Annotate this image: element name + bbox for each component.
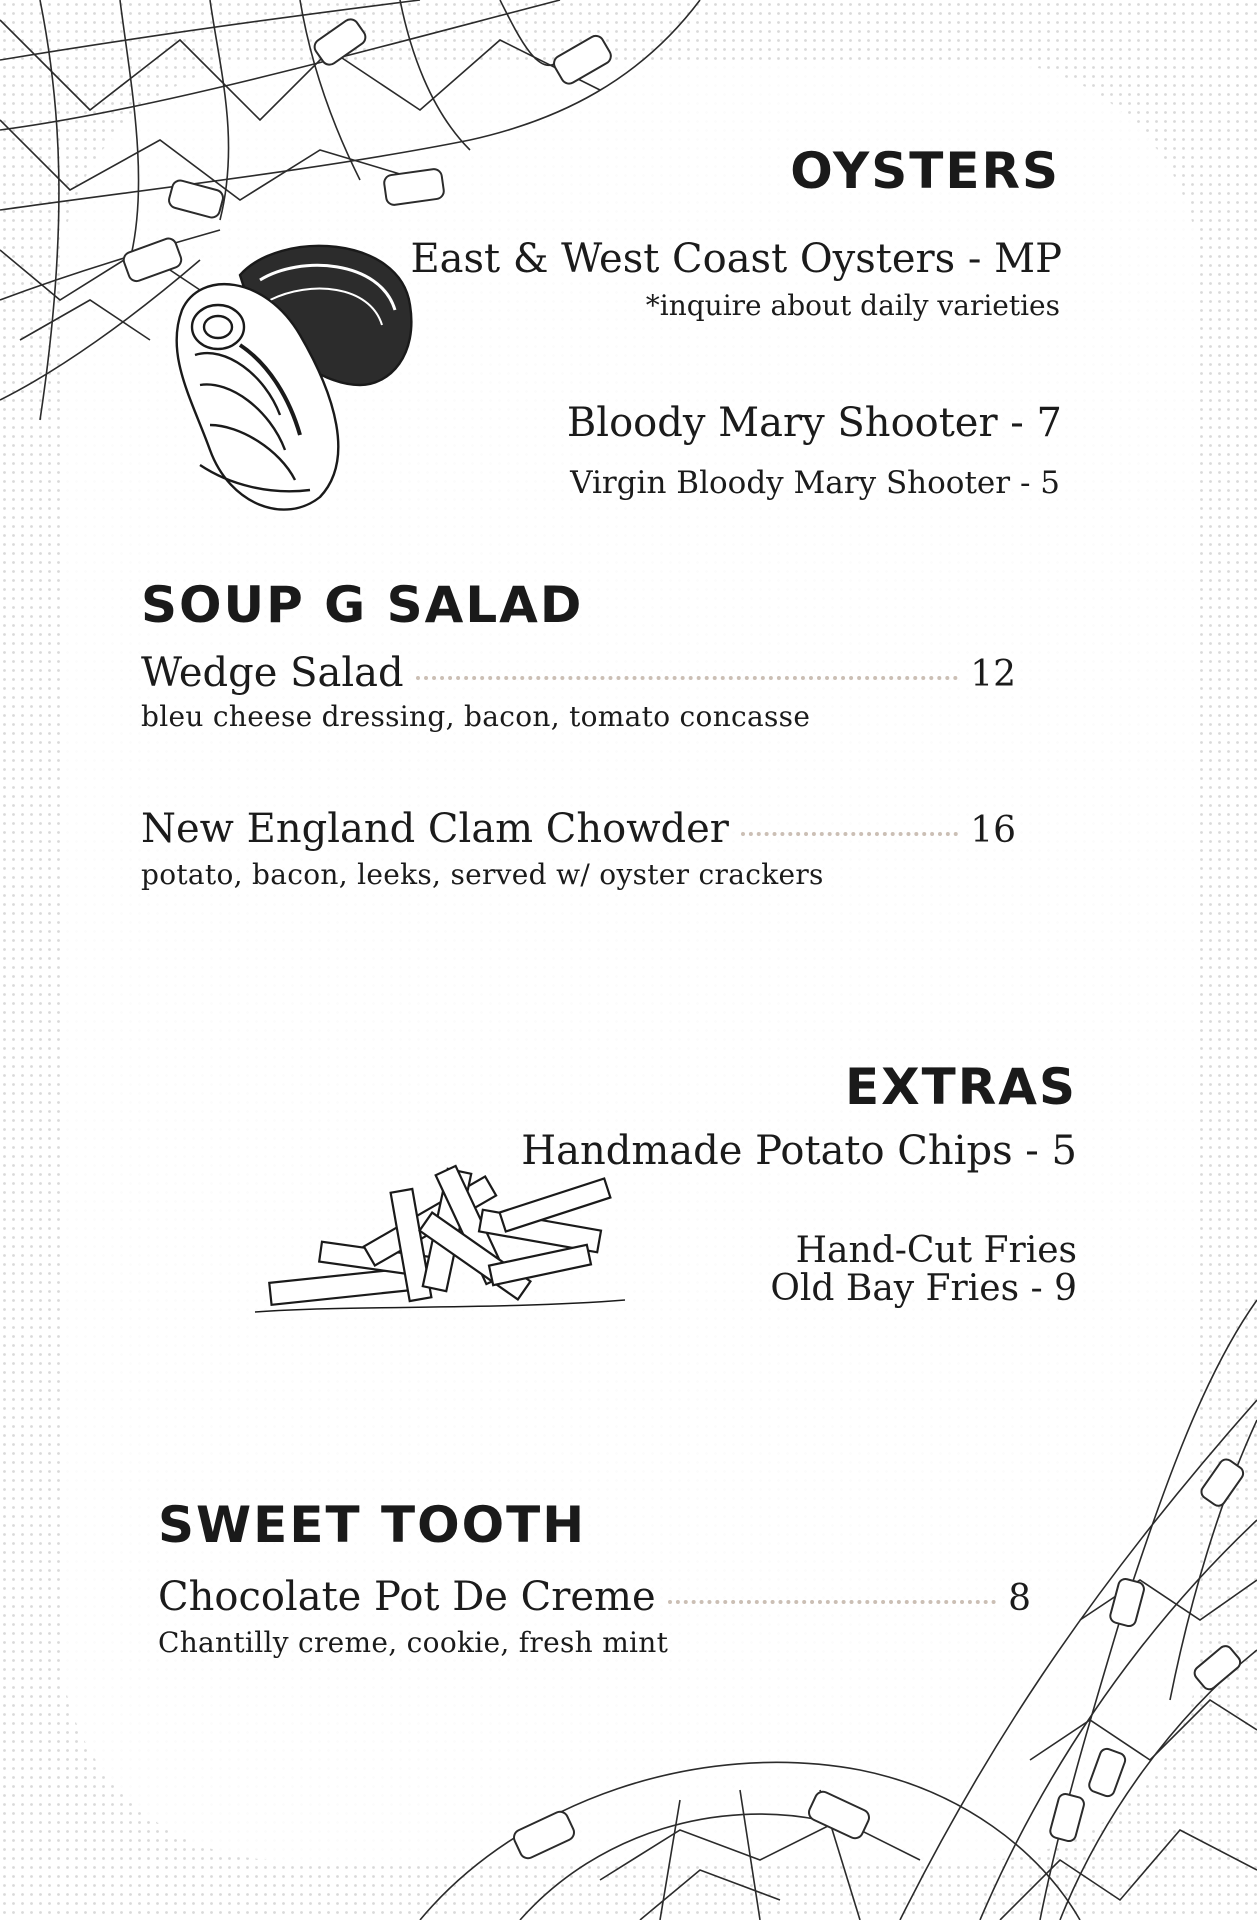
section-heading-sweet-tooth: SWEET TOOTH xyxy=(158,1496,587,1554)
menu-item-name: East & West Coast Oysters - MP xyxy=(410,236,1062,282)
menu-item-row xyxy=(141,806,1016,852)
menu-item-description: bleu cheese dressing, bacon, tomato concasse xyxy=(141,700,811,733)
fries-illustration xyxy=(250,1150,630,1320)
menu-item-description: Chantilly creme, cookie, fresh mint xyxy=(158,1626,669,1659)
leader-dots xyxy=(741,832,958,836)
menu-item-row xyxy=(158,1574,1031,1620)
menu-item-name: Bloody Mary Shooter - 7 xyxy=(566,400,1062,446)
section-heading-extras: EXTRAS xyxy=(844,1058,1077,1116)
menu-item-row xyxy=(141,650,1016,696)
leader-dots xyxy=(416,676,959,680)
leader-dots xyxy=(668,1600,996,1604)
section-heading-oysters: OYSTERS xyxy=(790,142,1060,200)
menu-item-price: 8 xyxy=(1008,1578,1031,1619)
menu-item-name: Old Bay Fries - 9 xyxy=(770,1268,1077,1309)
menu-item-name: Handmade Potato Chips - 5 xyxy=(521,1128,1077,1174)
menu-item-name: New England Clam Chowder xyxy=(141,806,729,852)
menu-item-name: Hand-Cut Fries xyxy=(795,1230,1077,1271)
menu-item-note: *inquire about daily varieties xyxy=(645,289,1060,322)
menu-item-name: Virgin Bloody Mary Shooter - 5 xyxy=(570,465,1060,501)
section-heading-soup-salad: SOUP G SALAD xyxy=(141,576,584,634)
menu-item-name: Chocolate Pot De Creme xyxy=(158,1574,656,1620)
menu-item-price: 16 xyxy=(970,810,1016,851)
oyster-illustration xyxy=(170,235,420,515)
menu-item-price: 12 xyxy=(970,654,1016,695)
menu-item-description: potato, bacon, leeks, served w/ oyster crackers xyxy=(141,858,824,891)
menu-item-name: Wedge Salad xyxy=(141,650,404,696)
